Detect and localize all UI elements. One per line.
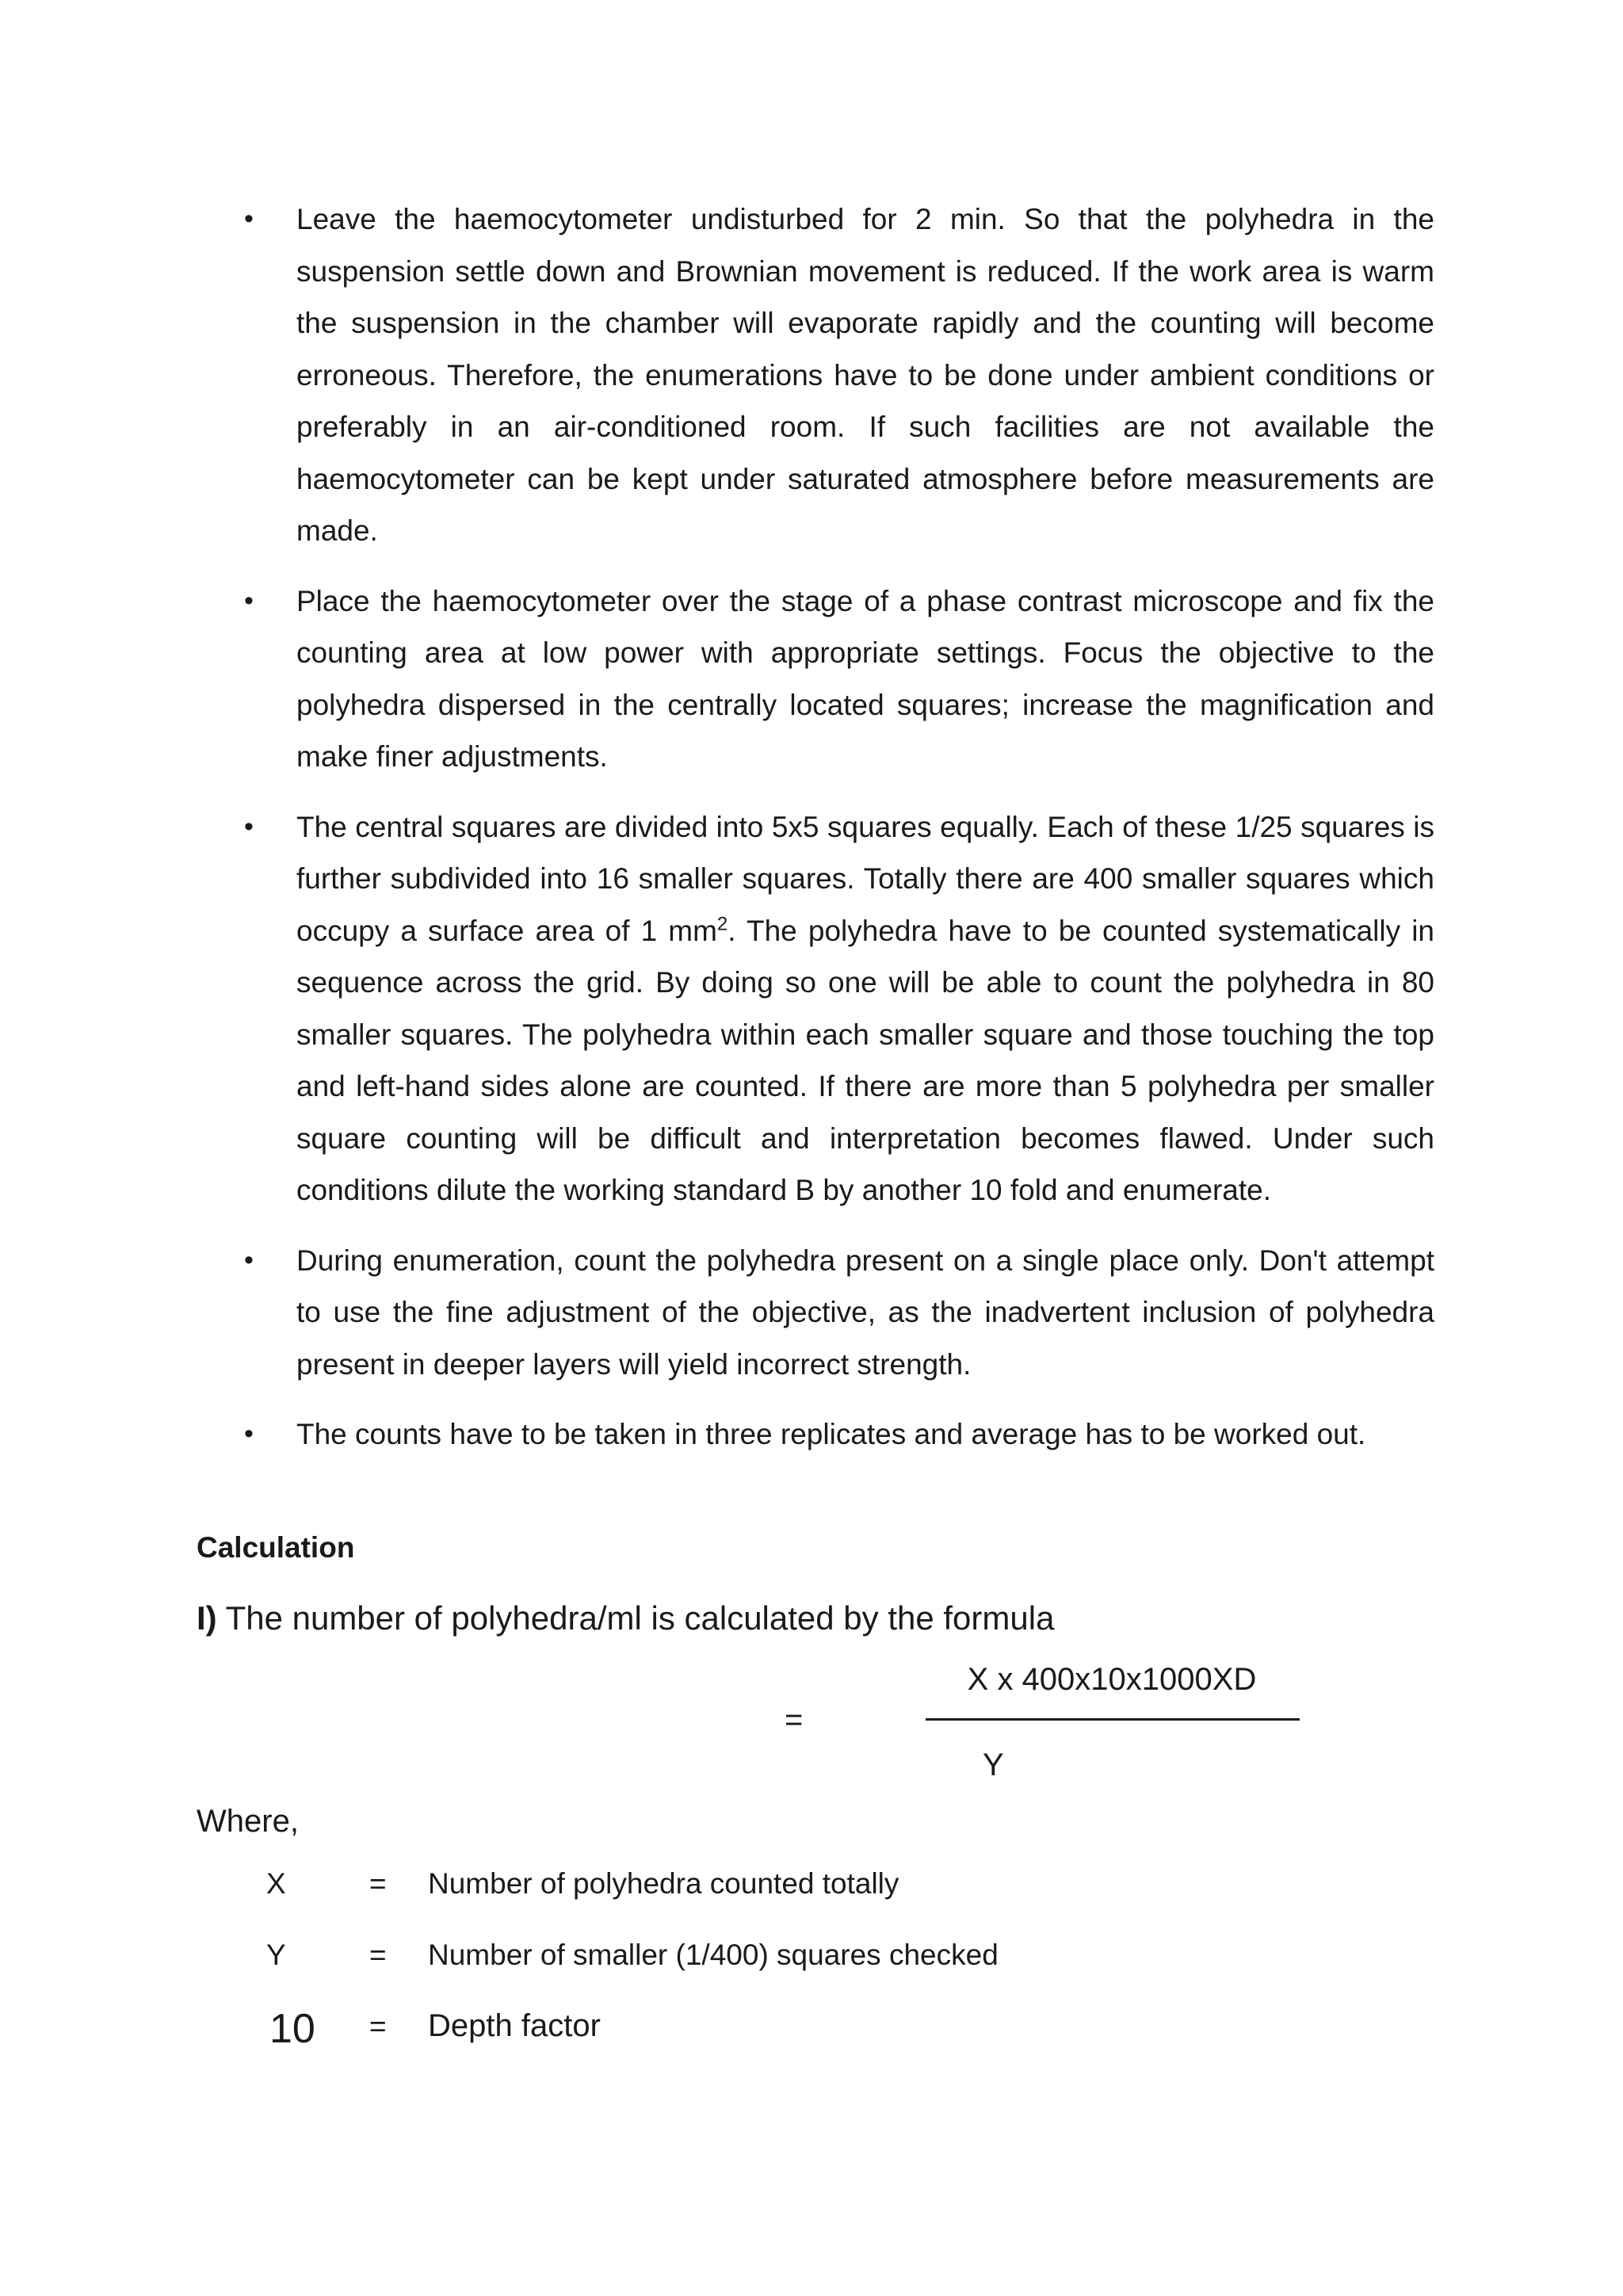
procedure-bullet-list [238, 193, 1434, 1479]
definition-symbol: Y [266, 1939, 286, 1971]
formula-intro-text: The number of polyhedra/ml is calculated by the formula [216, 1599, 1055, 1637]
fraction-bar [926, 1718, 1300, 1721]
bullet-item [238, 1408, 1434, 1461]
bullet-text-part: . The polyhedra have to be counted systematically in sequence across the grid. By doing so one will be able to count the polyhedra in 80 smaller squares. The polyhedra within each smaller square and those touching the top and left-hand sides alone are counted. If there are more than 5 polyhedra per smaller square counting will be difficult and interpretation becomes flawed. Under such conditions dilute the working standard B by another 10 fold and enumerate. [296, 914, 1434, 1206]
formula-equals-sign: = [785, 1702, 804, 1737]
definition-symbol: X [266, 1867, 286, 1900]
formula-intro-label: I) [197, 1599, 217, 1637]
calculation-heading: Calculation [197, 1531, 355, 1564]
bullet-text [296, 811, 1434, 1207]
formula-denominator: Y [983, 1748, 1004, 1782]
bullet-text: During enumeration, count the polyhedra present on a single place only. Don't attempt to use the fine adjustment of the objective, as the inadvertent inclusion of polyhedra present in deeper layers will yield incorrect strength. [296, 1244, 1434, 1381]
where-label: Where, [197, 1804, 299, 1839]
bullet-text: Leave the haemocytometer undisturbed for 2 min. So that the polyhedra in the suspension settle down and Brownian movement is reduced. If the work area is warm the suspension in the chamber will evaporate rapidly and the counting will become erroneous. Therefore, the enumerations have to be done under ambient conditions or preferably in an air-conditioned room. If such facilities are not available the haemocytometer can be kept under saturated atmosphere before measurements are made. [296, 203, 1434, 547]
definition-description: Number of polyhedra counted totally [428, 1867, 899, 1900]
bullet-text-part: The central squares are divided into 5x5 squares equally. Each of these 1/25 squares is further subdivided into 16 smaller squares. Totally there are 400 smaller squares which occupy a surface area of 1 mm [296, 810, 1434, 947]
bullet-item [238, 575, 1434, 783]
bullet-item [238, 801, 1434, 1217]
bullet-text: The counts have to be taken in three replicates and average has to be worked out. [296, 1418, 1366, 1450]
definition-equals: = [369, 1867, 387, 1900]
definition-equals: = [369, 1939, 387, 1971]
definition-symbol: 10 [269, 2006, 315, 2052]
formula-intro [197, 1599, 1054, 1637]
bullet-text: Place the haemocytometer over the stage of a phase contrast microscope and fix the counting area at low power with appropriate settings. Focus the objective to the polyhedra dispersed in the centrally located squares; increase the magnification and make finer adjustments. [296, 584, 1434, 773]
bullet-item [238, 1235, 1434, 1391]
formula-numerator: X x 400x10x1000XD [967, 1662, 1257, 1697]
definition-description: Number of smaller (1/400) squares checked [428, 1939, 999, 1971]
superscript: 2 [716, 913, 728, 935]
definition-equals: = [369, 2010, 387, 2042]
definition-description: Depth factor [428, 2008, 601, 2043]
bullet-item [238, 193, 1434, 557]
